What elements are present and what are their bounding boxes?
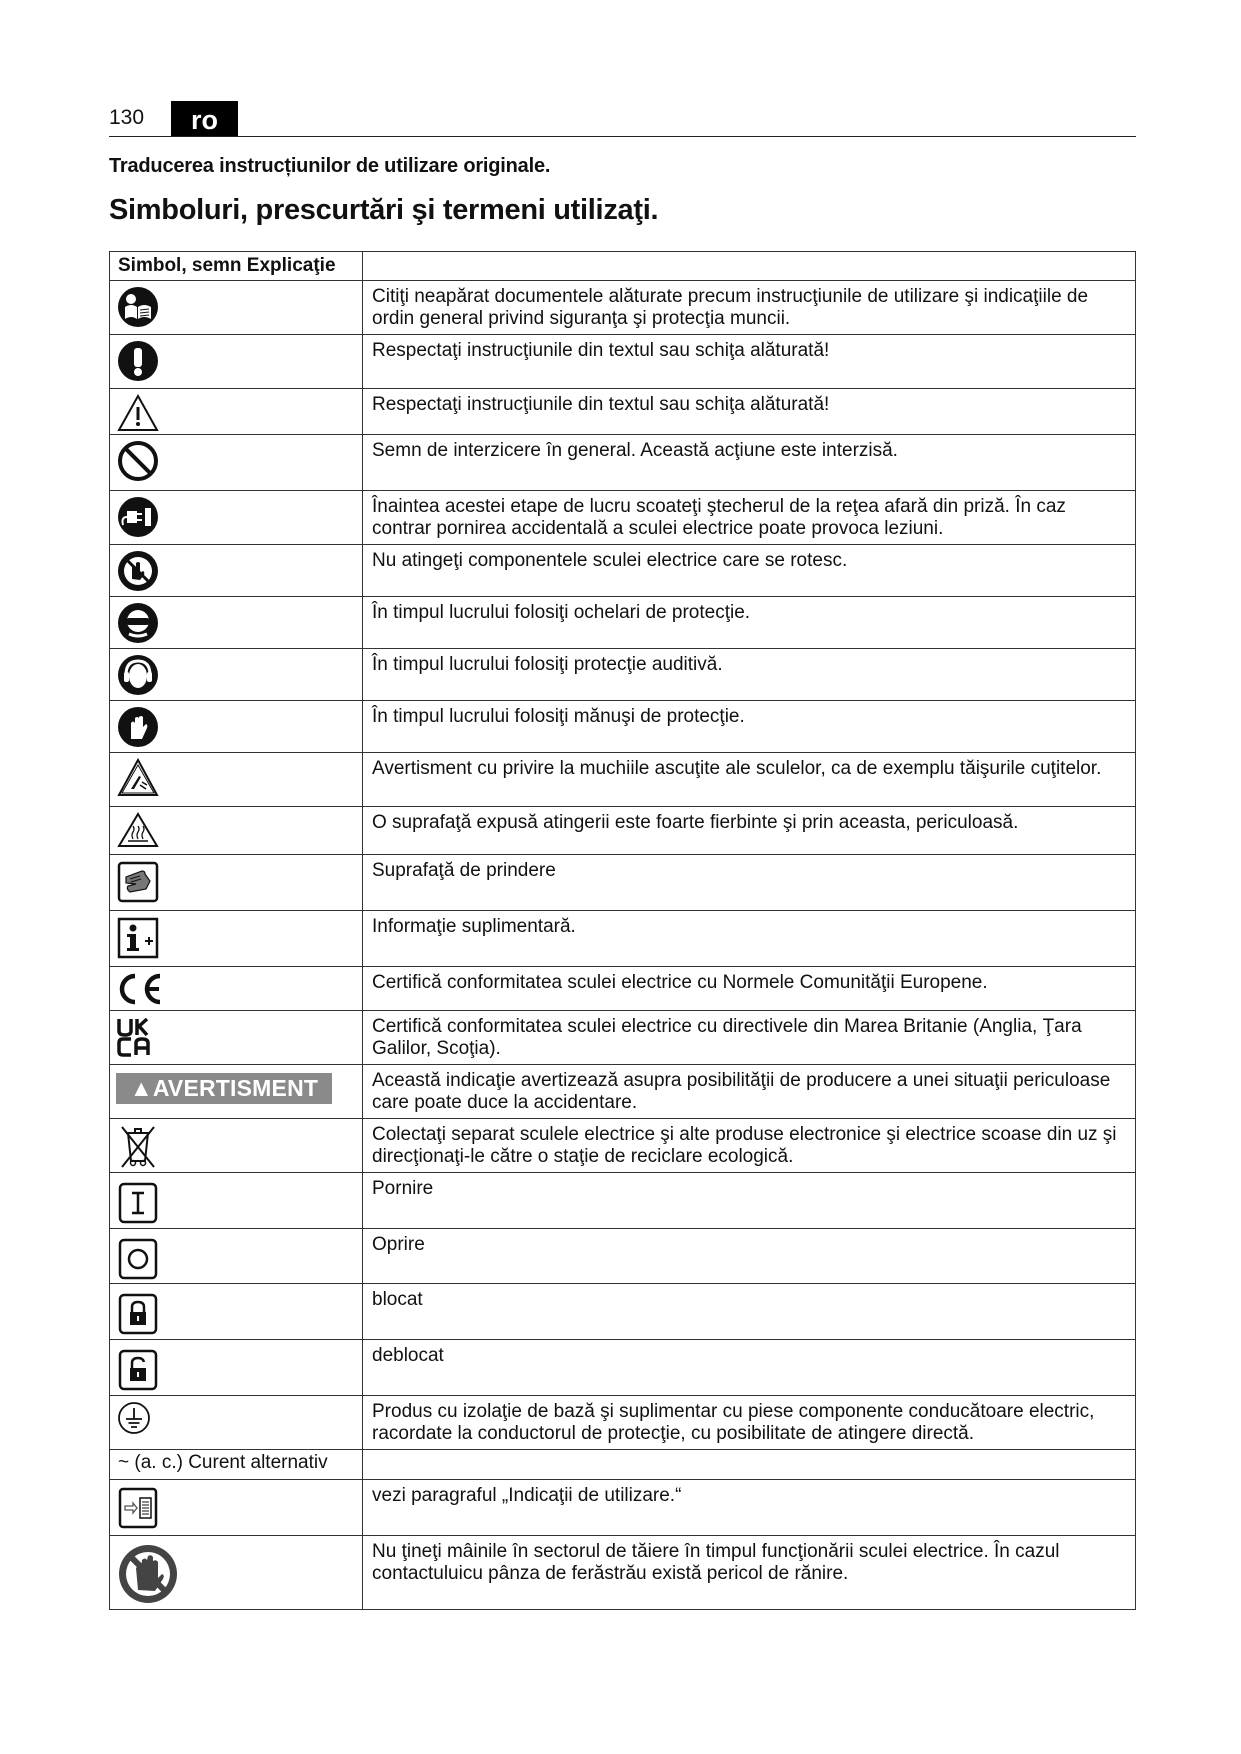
- row-explanation: Respectaţi instrucţiunile din textul sau schiţa alăturată!: [363, 335, 1136, 389]
- document-subtitle: Traducerea instrucțiunilor de utilizare originale.: [109, 155, 551, 177]
- column-header: Simbol, semn Explicaţie: [110, 252, 363, 281]
- row-explanation: În timpul lucrului folosiţi ochelari de protecţie.: [363, 597, 1136, 649]
- row-explanation: Pornire: [363, 1173, 1136, 1229]
- row-explanation: Nu ţineţi mâinile în sectorul de tăiere în timpul funcţionării sculei electrice. În cazul contactuluicu pânza de ferăstrău există pericol de rănire.: [363, 1536, 1136, 1610]
- header-divider: [109, 136, 1136, 137]
- row-symbol-text: ~ (a. c.) Curent alternativ: [110, 1450, 363, 1480]
- locked-icon: [116, 1292, 160, 1336]
- table-row: [110, 1065, 1136, 1119]
- protective-earth-icon: [116, 1400, 152, 1436]
- table-row: [110, 701, 1136, 753]
- table-row: [110, 281, 1136, 335]
- row-explanation: Suprafaţă de prindere: [363, 855, 1136, 911]
- row-explanation: Respectaţi instrucţiunile din textul sau schiţa alăturată!: [363, 389, 1136, 435]
- row-explanation: Certifică conformitatea sculei electrice cu Normele Comunităţii Europene.: [363, 967, 1136, 1011]
- table-row: [110, 1011, 1136, 1065]
- unlocked-icon: [116, 1348, 160, 1392]
- row-explanation: [363, 1450, 1136, 1480]
- table-row: [110, 335, 1136, 389]
- row-explanation: O suprafaţă expusă atingerii este foarte fierbinte şi prin aceasta, periculoasă.: [363, 807, 1136, 855]
- no-touch-rotating-icon: [116, 549, 160, 593]
- table-row: [110, 1173, 1136, 1229]
- symbols-table: [109, 251, 1136, 1610]
- table-row: [110, 649, 1136, 701]
- table-row: [110, 1396, 1136, 1450]
- table-row: [110, 753, 1136, 807]
- table-row: [110, 855, 1136, 911]
- row-explanation: Certifică conformitatea sculei electrice cu directivele din Marea Britanie (Anglia, Ţara Galilor, Scoţia).: [363, 1011, 1136, 1065]
- eye-protection-icon: [116, 601, 160, 645]
- row-explanation: Semn de interzicere în general. Această acţiune este interzisă.: [363, 435, 1136, 491]
- weee-bin-icon: [116, 1123, 160, 1169]
- row-explanation: blocat: [363, 1284, 1136, 1340]
- row-explanation: Această indicaţie avertizează asupra posibilităţii de producere a unei situaţii periculoase care poate duce la accidentare.: [363, 1065, 1136, 1119]
- row-explanation: vezi paragraful „Indicaţii de utilizare.“: [363, 1480, 1136, 1536]
- row-explanation: Produs cu izolaţie de bază şi suplimentar cu piese componente conducătoare electric, racordate la conductorul de protecţie, cu posibilitate de atingere directă.: [363, 1396, 1136, 1450]
- warning-triangle-icon: [116, 393, 160, 433]
- row-explanation: Avertisment cu privire la muchiile ascuţite ale sculelor, ca de exemplu tăişurile cuţitelor.: [363, 753, 1136, 807]
- table-row: [110, 967, 1136, 1011]
- no-hands-icon: [116, 1542, 180, 1606]
- ukca-mark-icon: [116, 1017, 156, 1057]
- row-explanation: Oprire: [363, 1229, 1136, 1284]
- row-explanation: Informaţie suplimentară.: [363, 911, 1136, 967]
- table-row: [110, 911, 1136, 967]
- table-row: [110, 597, 1136, 649]
- prohibition-icon: [116, 439, 160, 483]
- read-manual-icon: [116, 285, 160, 329]
- gloves-icon: [116, 705, 160, 749]
- sharp-edges-warning-icon: [116, 757, 160, 799]
- table-row: [110, 491, 1136, 545]
- avertisment-banner-icon: [116, 1073, 332, 1104]
- row-explanation: Nu atingeţi componentele sculei electrice care se rotesc.: [363, 545, 1136, 597]
- row-explanation: În timpul lucrului folosiţi mănuşi de protecţie.: [363, 701, 1136, 753]
- hot-surface-warning-icon: [116, 811, 160, 849]
- power-off-icon: [116, 1237, 160, 1281]
- table-row: [110, 435, 1136, 491]
- language-tab: ro: [171, 101, 238, 137]
- mandatory-exclamation-icon: [116, 339, 160, 383]
- row-explanation: Înaintea acestei etape de lucru scoateţi ştecherul de la reţea afară din priză. În caz contrar pornirea accidentală a sculei electrice poate provoca leziuni.: [363, 491, 1136, 545]
- column-header-empty: [363, 252, 1136, 281]
- table-row: [110, 545, 1136, 597]
- table-row: [110, 1480, 1136, 1536]
- grip-surface-icon: [116, 859, 160, 903]
- table-row: [110, 1119, 1136, 1173]
- table-row: [110, 1536, 1136, 1610]
- see-paragraph-icon: [116, 1486, 160, 1530]
- row-explanation: Colectaţi separat sculele electrice şi alte produse electronice şi electrice scoase din uz şi direcţionaţi-le către o staţie de reciclare ecologică.: [363, 1119, 1136, 1173]
- row-explanation: Citiţi neapărat documentele alăturate precum instrucţiunile de utilizare şi indicaţiile de ordin general privind siguranţa şi protecţia muncii.: [363, 281, 1136, 335]
- warning-triangle-icon: ▲: [129, 1075, 153, 1101]
- info-plus-icon: [116, 915, 160, 961]
- table-row: [110, 1284, 1136, 1340]
- banner-label: AVERTISMENT: [152, 1075, 319, 1101]
- page-title: Simboluri, prescurtări şi termeni utilizaţi.: [109, 194, 659, 226]
- table-row: [110, 1229, 1136, 1284]
- table-row: [110, 1450, 1136, 1480]
- ce-mark-icon: [116, 973, 164, 1005]
- unplug-icon: [116, 495, 160, 539]
- table-row: [110, 1340, 1136, 1396]
- ear-protection-icon: [116, 653, 160, 697]
- power-on-icon: [116, 1181, 160, 1225]
- table-row: [110, 807, 1136, 855]
- table-row: [110, 389, 1136, 435]
- row-explanation: deblocat: [363, 1340, 1136, 1396]
- row-explanation: În timpul lucrului folosiţi protecţie auditivă.: [363, 649, 1136, 701]
- page-number: 130: [109, 106, 145, 129]
- table-header-row: [110, 252, 1136, 281]
